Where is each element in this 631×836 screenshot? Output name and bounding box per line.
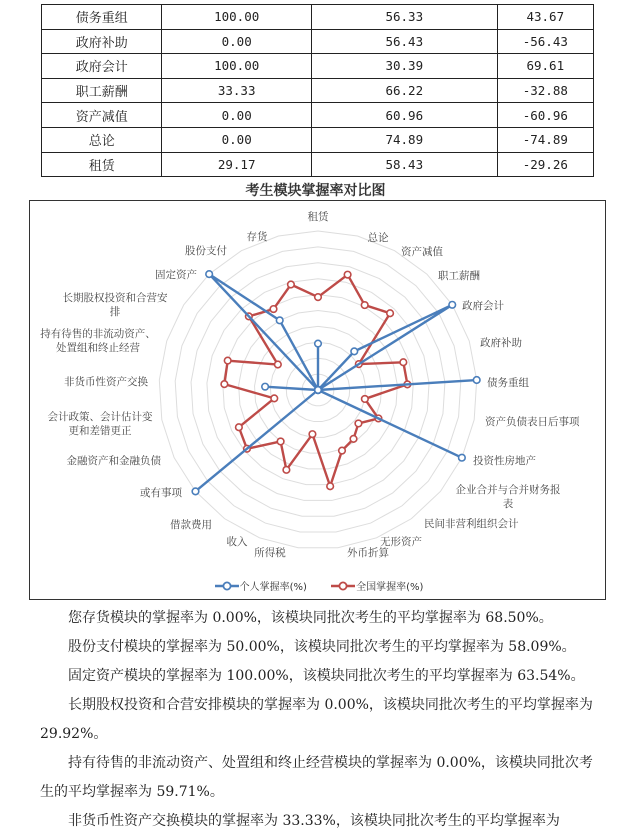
data-point-marker[interactable] — [355, 420, 362, 427]
axis-label: 长期股权投资和合营安排 — [62, 292, 168, 318]
difference-cell: 69.61 — [497, 54, 593, 79]
data-point-marker[interactable] — [276, 317, 283, 324]
national-rate-cell: 56.33 — [311, 5, 497, 30]
data-point-marker[interactable] — [350, 436, 357, 443]
legend-marker-national-icon — [330, 581, 356, 591]
series-national — [221, 271, 411, 489]
axis-label: 政府补助 — [480, 337, 522, 349]
data-point-marker[interactable] — [270, 306, 277, 313]
data-point-marker[interactable] — [315, 294, 322, 301]
module-cell: 债务重组 — [42, 5, 162, 30]
data-point-marker[interactable] — [362, 396, 369, 403]
data-point-marker[interactable] — [315, 387, 322, 394]
legend-label-national: 全国掌握率(%) — [356, 582, 424, 593]
axis-label: 民间非营利组织会计 — [424, 518, 519, 530]
legend-item-national[interactable] — [330, 578, 423, 593]
data-point-marker[interactable] — [449, 302, 456, 309]
axis-label: 持有待售的非流动资产、处置组和终止经营 — [40, 328, 156, 354]
national-rate-cell: 30.39 — [311, 54, 497, 79]
summary-paragraph: 持有待售的非流动资产、处置组和终止经营模块的掌握率为 0.00%，该模块同批次考生的平均掌握率为 59.71%。 — [40, 755, 593, 800]
data-point-marker[interactable] — [387, 310, 394, 317]
axis-label: 所得税 — [254, 547, 286, 559]
personal-rate-cell: 100.00 — [162, 5, 312, 30]
national-rate-cell: 66.22 — [311, 78, 497, 103]
legend-marker-personal-icon — [214, 581, 240, 591]
data-point-marker[interactable] — [271, 395, 278, 402]
personal-rate-cell: 100.00 — [162, 54, 312, 79]
summary-paragraph: 固定资产模块的掌握率为 100.00%，该模块同批次考生的平均掌握率为 63.54%。 — [68, 668, 585, 684]
data-point-marker[interactable] — [277, 438, 284, 445]
table-row — [42, 78, 594, 103]
data-point-marker[interactable] — [361, 302, 368, 309]
radar-axis-labels — [40, 210, 580, 559]
radar-chart — [29, 200, 606, 600]
summary-paragraph: 长期股权投资和合营安排模块的掌握率为 0.00%，该模块同批次考生的平均掌握率为 29.92%。 — [40, 697, 593, 742]
data-point-marker[interactable] — [315, 340, 322, 347]
national-rate-cell: 74.89 — [311, 127, 497, 152]
data-point-marker[interactable] — [327, 483, 334, 490]
axis-label: 投资性房地产 — [473, 455, 536, 467]
data-point-marker[interactable] — [221, 381, 228, 388]
axis-label: 借款费用 — [170, 519, 212, 531]
personal-rate-cell: 0.00 — [162, 29, 312, 54]
difference-cell: 43.67 — [497, 5, 593, 30]
difference-cell: -29.26 — [497, 152, 593, 177]
data-point-marker[interactable] — [473, 377, 480, 384]
axis-label: 职工薪酬 — [438, 270, 480, 282]
table-row — [42, 5, 594, 30]
score-table — [41, 4, 594, 177]
summary-paragraph: 股份支付模块的掌握率为 50.00%，该模块同批次考生的平均掌握率为 58.09%。 — [68, 639, 576, 655]
chart-title: 考生模块掌握率对比图 — [245, 183, 386, 199]
data-point-marker[interactable] — [339, 447, 346, 454]
module-cell: 政府补助 — [42, 29, 162, 54]
legend-label-personal: 个人掌握率(%) — [239, 582, 307, 593]
module-cell: 政府会计 — [42, 54, 162, 79]
personal-rate-cell: 29.17 — [162, 152, 312, 177]
axis-label: 存货 — [246, 231, 268, 243]
data-point-marker[interactable] — [224, 357, 231, 364]
table-row — [42, 103, 594, 128]
axis-label: 外币折算 — [347, 547, 389, 559]
data-point-marker[interactable] — [262, 383, 269, 390]
series-personal — [192, 271, 480, 495]
data-point-marker[interactable] — [283, 467, 290, 474]
data-point-marker[interactable] — [351, 348, 358, 355]
axis-label: 固定资产 — [155, 269, 197, 281]
module-summary-text — [40, 604, 600, 836]
legend-item-personal[interactable] — [214, 578, 307, 593]
radar-chart-canvas — [30, 201, 607, 601]
table-row — [42, 152, 594, 177]
axis-label: 债务重组 — [487, 377, 529, 389]
personal-rate-cell: 33.33 — [162, 78, 312, 103]
module-cell: 职工薪酬 — [42, 78, 162, 103]
data-point-marker[interactable] — [309, 431, 316, 438]
difference-cell: -74.89 — [497, 127, 593, 152]
difference-cell: -32.88 — [497, 78, 593, 103]
axis-label: 无形资产 — [380, 536, 422, 548]
national-rate-cell: 56.43 — [311, 29, 497, 54]
axis-label: 企业合并与合并财务报表 — [455, 484, 561, 510]
summary-paragraph: 您存货模块的掌握率为 0.00%，该模块同批次考生的平均掌握率为 68.50%。 — [68, 610, 553, 626]
national-rate-cell: 60.96 — [311, 103, 497, 128]
axis-label: 非货币性资产交换 — [64, 376, 148, 388]
axis-label: 金融资产和金融负债 — [66, 455, 161, 467]
axis-label: 总论 — [367, 232, 389, 244]
personal-rate-cell: 0.00 — [162, 127, 312, 152]
difference-cell: -56.43 — [497, 29, 593, 54]
axis-label: 资产减值 — [401, 246, 443, 258]
module-cell: 租赁 — [42, 152, 162, 177]
axis-label: 股份支付 — [185, 245, 227, 257]
data-point-marker[interactable] — [344, 271, 351, 278]
axis-label: 资产负债表日后事项 — [485, 416, 580, 428]
data-point-marker[interactable] — [459, 454, 466, 461]
data-point-marker[interactable] — [400, 359, 407, 366]
table-row — [42, 127, 594, 152]
axis-label: 收入 — [226, 536, 248, 548]
data-point-marker[interactable] — [288, 281, 295, 288]
data-point-marker[interactable] — [275, 361, 282, 368]
data-point-marker[interactable] — [206, 271, 213, 278]
summary-paragraph: 非货币性资产交换模块的掌握率为 33.33%，该模块同批次考生的平均掌握率为 — [68, 813, 560, 829]
data-point-marker[interactable] — [236, 424, 243, 431]
personal-rate-cell: 0.00 — [162, 103, 312, 128]
axis-label: 政府会计 — [462, 300, 504, 312]
axis-label: 租赁 — [307, 211, 329, 223]
score-table-body — [42, 5, 594, 177]
module-cell: 总论 — [42, 127, 162, 152]
table-row — [42, 54, 594, 79]
axis-label: 或有事项 — [140, 487, 182, 499]
difference-cell: -60.96 — [497, 103, 593, 128]
module-cell: 资产减值 — [42, 103, 162, 128]
table-row — [42, 29, 594, 54]
axis-label: 会计政策、会计估计变更和差错更正 — [47, 411, 153, 437]
data-point-marker[interactable] — [192, 488, 199, 495]
national-rate-cell: 58.43 — [311, 152, 497, 177]
chart-legend — [30, 578, 607, 594]
